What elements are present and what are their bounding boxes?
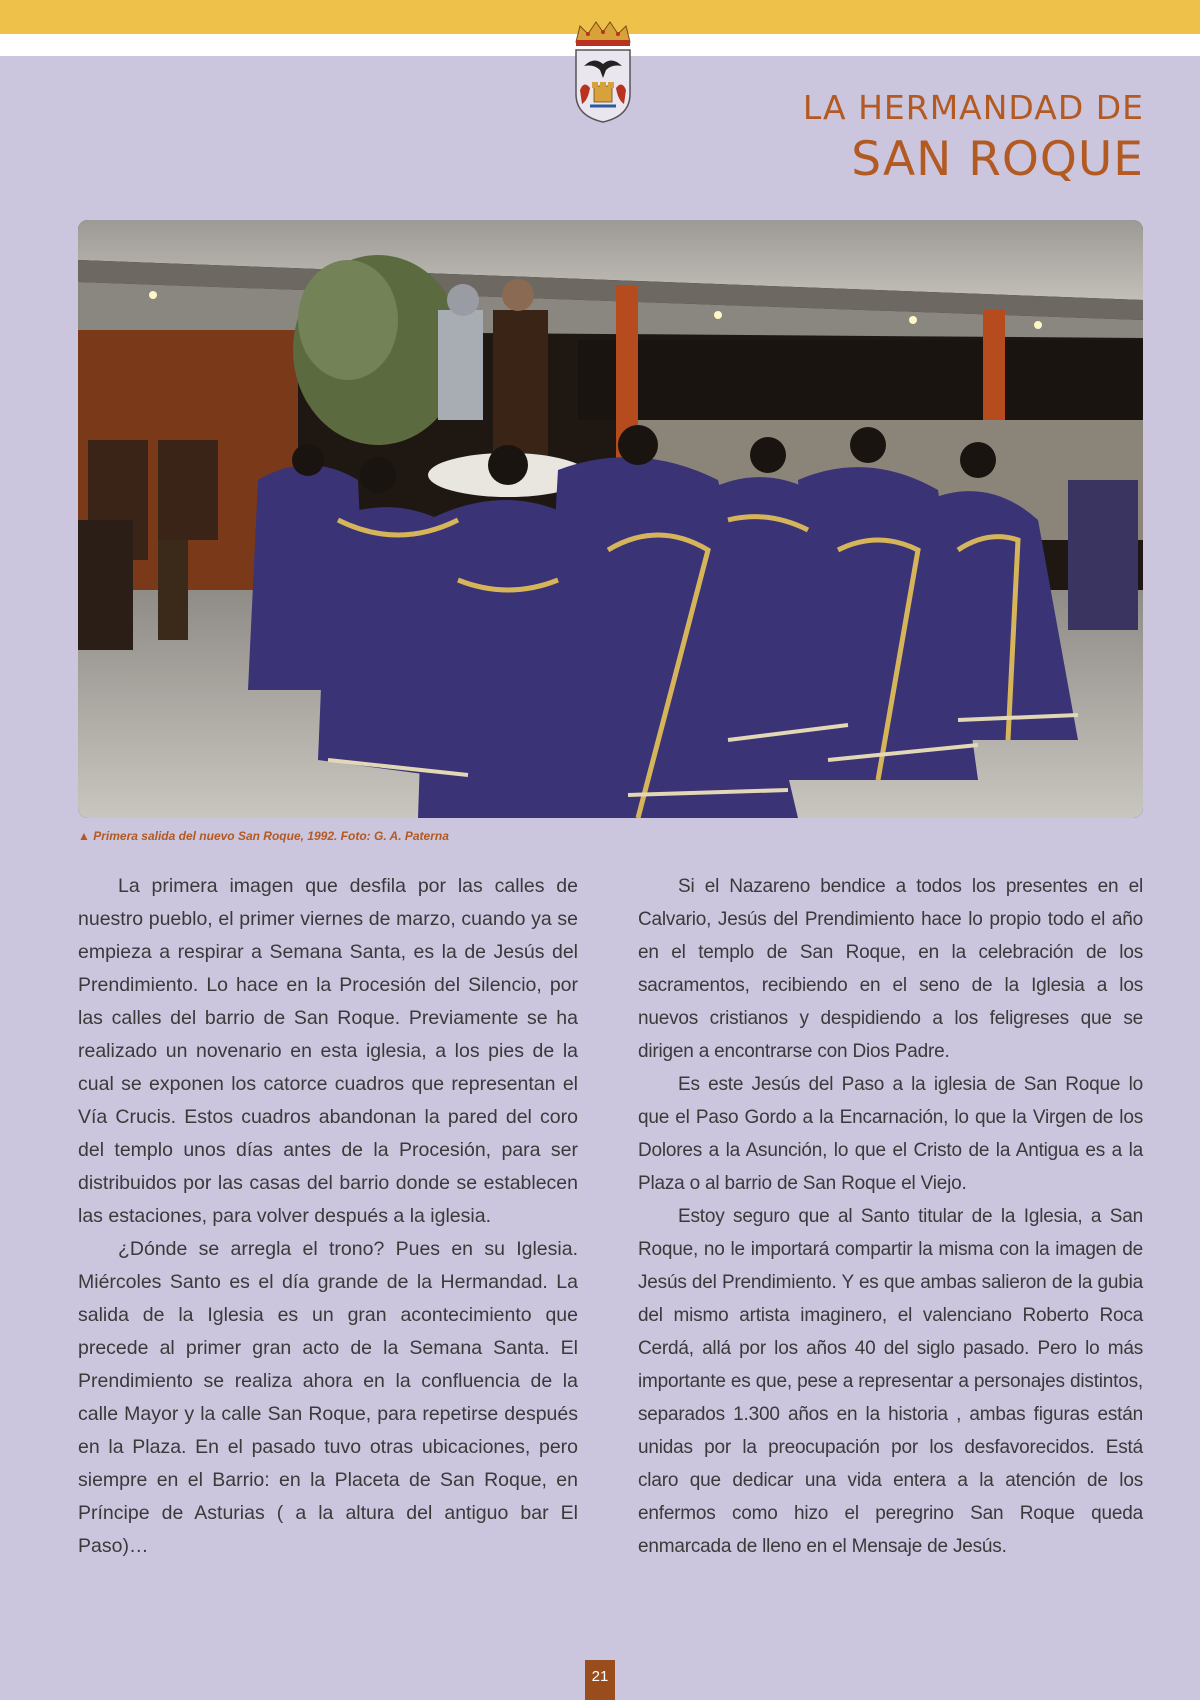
procession-photo	[78, 220, 1143, 818]
page-number: 21	[585, 1660, 615, 1700]
coat-of-arms-icon	[570, 20, 636, 124]
photo-caption	[78, 829, 449, 843]
paragraph: Es este Jesús del Paso a la iglesia de San Roque lo que el Paso Gordo a la Encarnación, lo que la Virgen de los Dolores a la Asunción, lo que el Cristo de la Antigua es a la Plaza o al barrio de San Roque el Viejo.	[638, 1074, 1143, 1194]
article-column-right	[638, 870, 1143, 1563]
page-title	[803, 88, 1144, 188]
paragraph: Estoy seguro que al Santo titular de la Iglesia, a San Roque, no le importará compartir la misma con la imagen de Jesús del Prendimiento. Y es que ambas salieron de la gubia del mismo artista imaginero, el valenciano Roberto Roca Cerdá, allá por los años 40 del siglo pasado. Pero lo más importante es que, pese a representar a personajes distintos, separados 1.300 años en la historia , ambas figuras están unidas por la preocupación por los desfavorecidos. Está claro que dedicar una vida entera a la atención de los enfermos como hizo el peregrino San Roque queda enmarcada de lleno en el Mensaje de Jesús.	[638, 1206, 1143, 1557]
title-line-1: LA HERMANDAD DE	[802, 88, 1144, 127]
paragraph: Si el Nazareno bendice a todos los presentes en el Calvario, Jesús del Prendimiento hace lo propio todo el año en el templo de San Roque, en la celebración de los sacramentos, recibiendo en el seno de la Iglesia a los nuevos cristianos y despidiendo a los feligreses que se dirigen a encontrarse con Dios Padre.	[638, 876, 1143, 1062]
caption-marker: ▲	[78, 829, 90, 843]
paragraph: ¿Dónde se arregla el trono? Pues en su Iglesia. Miércoles Santo es el día grande de la Hermandad. La salida de la Iglesia es un gran acontecimiento que precede al primer gran acto de la Semana Santa. El Prendimiento se realiza ahora en la confluencia de la calle Mayor y la calle San Roque, para repetirse después en la Plaza. En el pasado tuvo otras ubicaciones, pero siempre en el Barrio: en la Placeta de San Roque, en Príncipe de Asturias ( a la altura del antiguo bar El Paso)…	[78, 1238, 578, 1557]
title-line-2: SAN ROQUE	[851, 132, 1144, 187]
article-column-left	[78, 870, 578, 1563]
paragraph: La primera imagen que desfila por las calles de nuestro pueblo, el primer viernes de marzo, cuando ya se empieza a respirar a Semana Santa, es la de Jesús del Prendimiento. Lo hace en la Procesión del Silencio, por las calles del barrio de San Roque. Previamente se ha realizado un novenario en esta iglesia, a los pies de la cual se exponen los catorce cuadros que representan el Vía Crucis. Estos cuadros abandonan la pared del coro del templo unos días antes de la Procesión, para ser distribuidos por las casas del barrio donde se establecen las estaciones, para volver después a la iglesia.	[78, 875, 578, 1227]
caption-text: Primera salida del nuevo San Roque, 1992. Foto: G. A. Paterna	[93, 829, 449, 843]
